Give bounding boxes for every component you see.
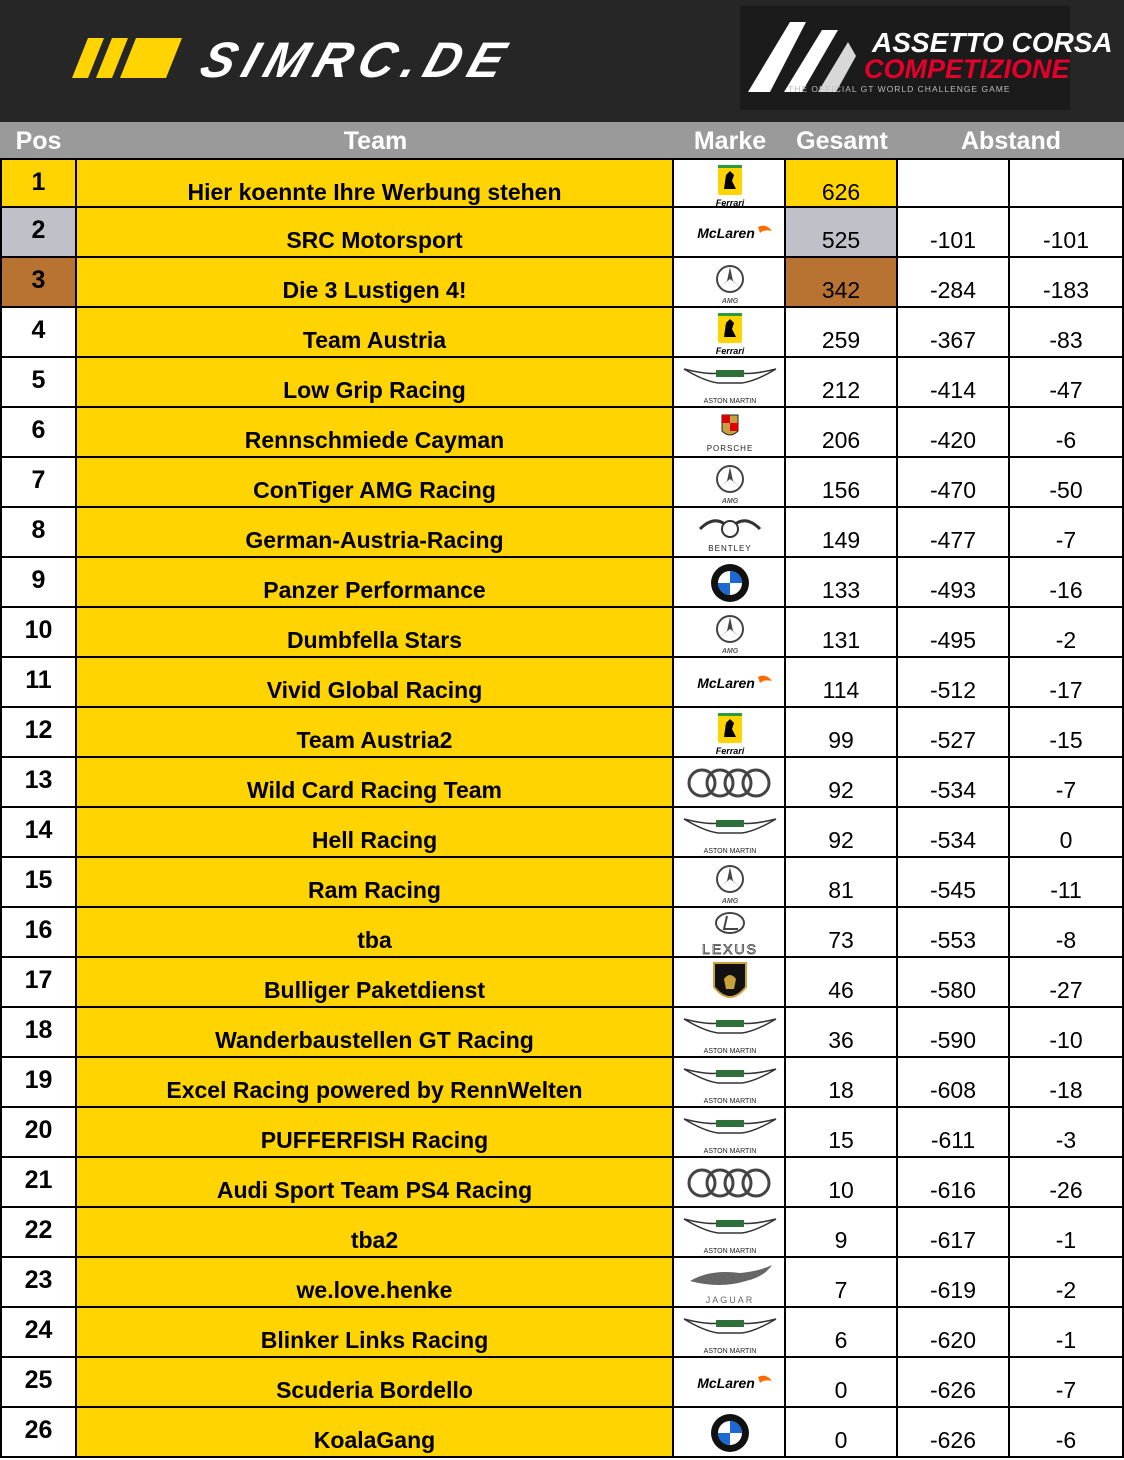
position-cell: 2 [0, 208, 77, 258]
gap-to-leader-cell: -512 [898, 658, 1010, 708]
brand-cell [674, 1308, 786, 1358]
acc-logo [740, 6, 1113, 110]
gap-to-leader-cell: -414 [898, 358, 1010, 408]
team-name-cell: Wanderbaustellen GT Racing [77, 1008, 674, 1058]
column-header-total: Gesamt [796, 127, 888, 155]
table-row [0, 1108, 1124, 1158]
total-points-cell: 18 [786, 1058, 898, 1108]
brand-logo-text: AMG [721, 898, 739, 905]
total-points-cell: 15 [786, 1108, 898, 1158]
team-name-cell: KoalaGang [77, 1408, 674, 1458]
simrc-logo [72, 32, 662, 88]
gap-to-leader-cell: -534 [898, 808, 1010, 858]
position-cell: 18 [0, 1008, 77, 1058]
team-name-cell: Wild Card Racing Team [77, 758, 674, 808]
gap-to-previous-cell: -7 [1010, 1358, 1124, 1408]
gap-to-previous-cell: -10 [1010, 1008, 1124, 1058]
team-name-cell: Vivid Global Racing [77, 658, 674, 708]
team-name-cell: Excel Racing powered by RennWelten [77, 1058, 674, 1108]
gap-to-leader-cell: -420 [898, 408, 1010, 458]
position-cell: 1 [0, 158, 77, 208]
brand-cell [674, 308, 786, 358]
gap-to-leader-cell: -470 [898, 458, 1010, 508]
gap-to-leader-cell: -616 [898, 1158, 1010, 1208]
brand-cell [674, 608, 786, 658]
brand-cell [674, 1058, 786, 1108]
total-points-cell: 6 [786, 1308, 898, 1358]
brand-cell [674, 408, 786, 458]
acc-logo-line2: COMPETIZIONE [864, 54, 1070, 84]
gap-to-leader-cell: -284 [898, 258, 1010, 308]
total-points-cell: 149 [786, 508, 898, 558]
position-cell: 22 [0, 1208, 77, 1258]
table-row [0, 758, 1124, 808]
position-cell: 10 [0, 608, 77, 658]
mclaren-logo-icon [680, 661, 780, 705]
mercedes-logo-icon [680, 261, 780, 305]
position-cell: 25 [0, 1358, 77, 1408]
bmw-logo-icon [680, 1411, 780, 1455]
total-points-cell: 0 [786, 1408, 898, 1458]
total-points-cell: 92 [786, 808, 898, 858]
brand-cell [674, 858, 786, 908]
column-header-brand: Marke [693, 127, 767, 155]
brand-logo-text: Ferrari [715, 346, 745, 356]
team-name-cell: Rennschmiede Cayman [77, 408, 674, 458]
total-points-cell: 156 [786, 458, 898, 508]
table-row [0, 1358, 1124, 1408]
brand-cell [674, 658, 786, 708]
gap-to-leader-cell: -611 [898, 1108, 1010, 1158]
gap-to-leader-cell: -617 [898, 1208, 1010, 1258]
table-row [0, 908, 1124, 958]
brand-logo-text: Ferrari [715, 746, 745, 756]
team-name-cell: German-Austria-Racing [77, 508, 674, 558]
position-cell: 5 [0, 358, 77, 408]
position-cell: 17 [0, 958, 77, 1008]
position-cell: 12 [0, 708, 77, 758]
brand-logo-text: ASTON MARTIN [703, 1098, 757, 1105]
brand-cell [674, 1108, 786, 1158]
team-name-cell: Hier koennte Ihre Werbung stehen [77, 158, 674, 208]
table-row [0, 508, 1124, 558]
astonmartin-logo-icon [680, 1011, 780, 1055]
audi-logo-icon [680, 1161, 780, 1205]
gap-to-leader-cell: -545 [898, 858, 1010, 908]
total-points-cell: 9 [786, 1208, 898, 1258]
table-row [0, 208, 1124, 258]
gap-to-previous-cell: -47 [1010, 358, 1124, 408]
position-cell: 6 [0, 408, 77, 458]
team-name-cell: Audi Sport Team PS4 Racing [77, 1158, 674, 1208]
total-points-cell: 92 [786, 758, 898, 808]
position-cell: 3 [0, 258, 77, 308]
brand-logo-text: ASTON MARTIN [703, 398, 757, 405]
lamborghini-logo-icon [680, 961, 780, 1005]
brand-logo-text: McLaren [697, 225, 755, 241]
team-name-cell: we.love.henke [77, 1258, 674, 1308]
position-cell: 8 [0, 508, 77, 558]
brand-cell [674, 758, 786, 808]
bentley-logo-icon [680, 511, 780, 555]
table-row [0, 308, 1124, 358]
team-name-cell: SRC Motorsport [77, 208, 674, 258]
brand-logo-text: PORSCHE [706, 444, 754, 453]
brand-cell [674, 508, 786, 558]
table-row [0, 258, 1124, 308]
column-header-row [0, 122, 1124, 158]
gap-to-previous-cell: -2 [1010, 608, 1124, 658]
gap-to-previous-cell: -26 [1010, 1158, 1124, 1208]
gap-to-leader-cell [898, 158, 1010, 208]
table-row [0, 1208, 1124, 1258]
total-points-cell: 131 [786, 608, 898, 658]
gap-to-leader-cell: -495 [898, 608, 1010, 658]
gap-to-previous-cell: -16 [1010, 558, 1124, 608]
acc-logo-tagline: THE OFFICIAL GT WORLD CHALLENGE GAME [788, 84, 1011, 94]
audi-logo-icon [680, 761, 780, 805]
total-points-cell: 46 [786, 958, 898, 1008]
table-row [0, 658, 1124, 708]
banner-header [0, 0, 1124, 122]
position-cell: 14 [0, 808, 77, 858]
brand-cell [674, 1258, 786, 1308]
brand-logo-text: Ferrari [715, 198, 745, 208]
jaguar-logo-icon [680, 1261, 780, 1305]
total-points-cell: 73 [786, 908, 898, 958]
gap-to-previous-cell: -50 [1010, 458, 1124, 508]
brand-logo-text: JAGUAR [705, 1295, 755, 1305]
table-row [0, 1008, 1124, 1058]
position-cell: 9 [0, 558, 77, 608]
gap-to-previous-cell: -6 [1010, 408, 1124, 458]
table-row [0, 1408, 1124, 1458]
gap-to-leader-cell: -101 [898, 208, 1010, 258]
total-points-cell: 36 [786, 1008, 898, 1058]
brand-logo-text: BENTLEY [708, 544, 752, 553]
gap-to-leader-cell: -527 [898, 708, 1010, 758]
column-header-team: Team [343, 127, 408, 155]
table-row [0, 958, 1124, 1008]
total-points-cell: 212 [786, 358, 898, 408]
gap-to-leader-cell: -620 [898, 1308, 1010, 1358]
total-points-cell: 525 [786, 208, 898, 258]
position-cell: 24 [0, 1308, 77, 1358]
team-name-cell: ConTiger AMG Racing [77, 458, 674, 508]
gap-to-leader-cell: -493 [898, 558, 1010, 608]
position-cell: 19 [0, 1058, 77, 1108]
team-name-cell: Hell Racing [77, 808, 674, 858]
brand-cell [674, 958, 786, 1008]
total-points-cell: 114 [786, 658, 898, 708]
gap-to-previous-cell: -3 [1010, 1108, 1124, 1158]
lexus-logo-icon [680, 911, 780, 955]
total-points-cell: 259 [786, 308, 898, 358]
gap-to-previous-cell: -15 [1010, 708, 1124, 758]
table-row [0, 358, 1124, 408]
mercedes-logo-icon [680, 611, 780, 655]
astonmartin-logo-icon [680, 1061, 780, 1105]
gap-to-previous-cell: -17 [1010, 658, 1124, 708]
mercedes-logo-icon [680, 461, 780, 505]
total-points-cell: 342 [786, 258, 898, 308]
total-points-cell: 626 [786, 158, 898, 208]
total-points-cell: 206 [786, 408, 898, 458]
table-row [0, 158, 1124, 208]
column-header-pos: Pos [15, 127, 62, 155]
brand-cell [674, 708, 786, 758]
gap-to-previous-cell: -8 [1010, 908, 1124, 958]
table-row [0, 1058, 1124, 1108]
brand-logo-text: AMG [721, 648, 739, 655]
brand-cell [674, 908, 786, 958]
position-cell: 20 [0, 1108, 77, 1158]
gap-to-leader-cell: -367 [898, 308, 1010, 358]
astonmartin-logo-icon [680, 811, 780, 855]
team-name-cell: Scuderia Bordello [77, 1358, 674, 1408]
table-row [0, 458, 1124, 508]
brand-logo-text: LEXUS [702, 941, 758, 957]
gap-to-leader-cell: -553 [898, 908, 1010, 958]
gap-to-previous-cell: -7 [1010, 508, 1124, 558]
position-cell: 15 [0, 858, 77, 908]
gap-to-leader-cell: -477 [898, 508, 1010, 558]
ferrari-logo-icon [680, 711, 780, 755]
ferrari-logo-icon [680, 163, 780, 207]
team-name-cell: Die 3 Lustigen 4! [77, 258, 674, 308]
brand-cell [674, 258, 786, 308]
team-name-cell: tba [77, 908, 674, 958]
brand-logo-text: McLaren [697, 675, 755, 691]
gap-to-previous-cell: -101 [1010, 208, 1124, 258]
table-row [0, 608, 1124, 658]
position-cell: 7 [0, 458, 77, 508]
table-row [0, 1308, 1124, 1358]
total-points-cell: 133 [786, 558, 898, 608]
column-header-gap: Abstand [961, 127, 1061, 155]
gap-to-leader-cell: -619 [898, 1258, 1010, 1308]
position-cell: 21 [0, 1158, 77, 1208]
mclaren-logo-icon [680, 211, 780, 255]
brand-logo-text: ASTON MARTIN [703, 1348, 757, 1355]
brand-logo-text: ASTON MARTIN [703, 1048, 757, 1055]
brand-cell [674, 1408, 786, 1458]
position-cell: 26 [0, 1408, 77, 1458]
table-row [0, 708, 1124, 758]
gap-to-previous-cell: -27 [1010, 958, 1124, 1008]
gap-to-previous-cell: -83 [1010, 308, 1124, 358]
gap-to-previous-cell: -7 [1010, 758, 1124, 808]
ferrari-logo-icon [680, 311, 780, 355]
team-name-cell: Blinker Links Racing [77, 1308, 674, 1358]
mercedes-logo-icon [680, 861, 780, 905]
team-name-cell: Dumbfella Stars [77, 608, 674, 658]
total-points-cell: 81 [786, 858, 898, 908]
brand-cell [674, 558, 786, 608]
gap-to-previous-cell: -1 [1010, 1208, 1124, 1258]
table-row [0, 408, 1124, 458]
team-name-cell: Low Grip Racing [77, 358, 674, 408]
total-points-cell: 0 [786, 1358, 898, 1408]
brand-cell [674, 808, 786, 858]
position-cell: 16 [0, 908, 77, 958]
gap-to-previous-cell: 0 [1010, 808, 1124, 858]
gap-to-previous-cell: -1 [1010, 1308, 1124, 1358]
team-name-cell: Team Austria [77, 308, 674, 358]
brand-cell [674, 1208, 786, 1258]
brand-logo-text: ASTON MARTIN [703, 848, 757, 855]
brand-logo-text: ASTON MARTIN [703, 1148, 757, 1155]
gap-to-previous-cell: -18 [1010, 1058, 1124, 1108]
brand-logo-text: ASTON MARTIN [703, 1248, 757, 1255]
gap-to-previous-cell [1010, 158, 1124, 208]
gap-to-leader-cell: -580 [898, 958, 1010, 1008]
team-name-cell: Bulliger Paketdienst [77, 958, 674, 1008]
brand-logo-text: AMG [721, 498, 739, 505]
total-points-cell: 10 [786, 1158, 898, 1208]
team-name-cell: Panzer Performance [77, 558, 674, 608]
table-row [0, 1258, 1124, 1308]
gap-to-leader-cell: -590 [898, 1008, 1010, 1058]
table-row [0, 1158, 1124, 1208]
team-name-cell: Ram Racing [77, 858, 674, 908]
standings-table [0, 158, 1124, 1460]
astonmartin-logo-icon [680, 1111, 780, 1155]
position-cell: 4 [0, 308, 77, 358]
gap-to-previous-cell: -11 [1010, 858, 1124, 908]
brand-cell [674, 358, 786, 408]
gap-to-previous-cell: -183 [1010, 258, 1124, 308]
table-row [0, 808, 1124, 858]
astonmartin-logo-icon [680, 1211, 780, 1255]
brand-cell [674, 158, 786, 208]
astonmartin-logo-icon [680, 1311, 780, 1355]
total-points-cell: 99 [786, 708, 898, 758]
brand-cell [674, 1358, 786, 1408]
team-name-cell: Team Austria2 [77, 708, 674, 758]
porsche-logo-icon [680, 411, 780, 455]
team-name-cell: PUFFERFISH Racing [77, 1108, 674, 1158]
gap-to-previous-cell: -2 [1010, 1258, 1124, 1308]
acc-logo-line1: ASSETTO CORSA [872, 27, 1113, 58]
mclaren-logo-icon [680, 1361, 780, 1405]
gap-to-leader-cell: -626 [898, 1408, 1010, 1458]
brand-cell [674, 1158, 786, 1208]
astonmartin-logo-icon [680, 361, 780, 405]
gap-to-leader-cell: -608 [898, 1058, 1010, 1108]
gap-to-previous-cell: -6 [1010, 1408, 1124, 1458]
team-name-cell: tba2 [77, 1208, 674, 1258]
brand-cell [674, 208, 786, 258]
brand-logo-text: McLaren [697, 1375, 755, 1391]
table-row [0, 558, 1124, 608]
gap-to-leader-cell: -626 [898, 1358, 1010, 1408]
bmw-logo-icon [680, 561, 780, 605]
position-cell: 13 [0, 758, 77, 808]
table-row [0, 858, 1124, 908]
total-points-cell: 7 [786, 1258, 898, 1308]
brand-cell [674, 458, 786, 508]
brand-cell [674, 1008, 786, 1058]
position-cell: 11 [0, 658, 77, 708]
gap-to-leader-cell: -534 [898, 758, 1010, 808]
simrc-logo-text: SIMRC.DE [193, 32, 521, 88]
brand-logo-text: AMG [721, 298, 739, 305]
position-cell: 23 [0, 1258, 77, 1308]
